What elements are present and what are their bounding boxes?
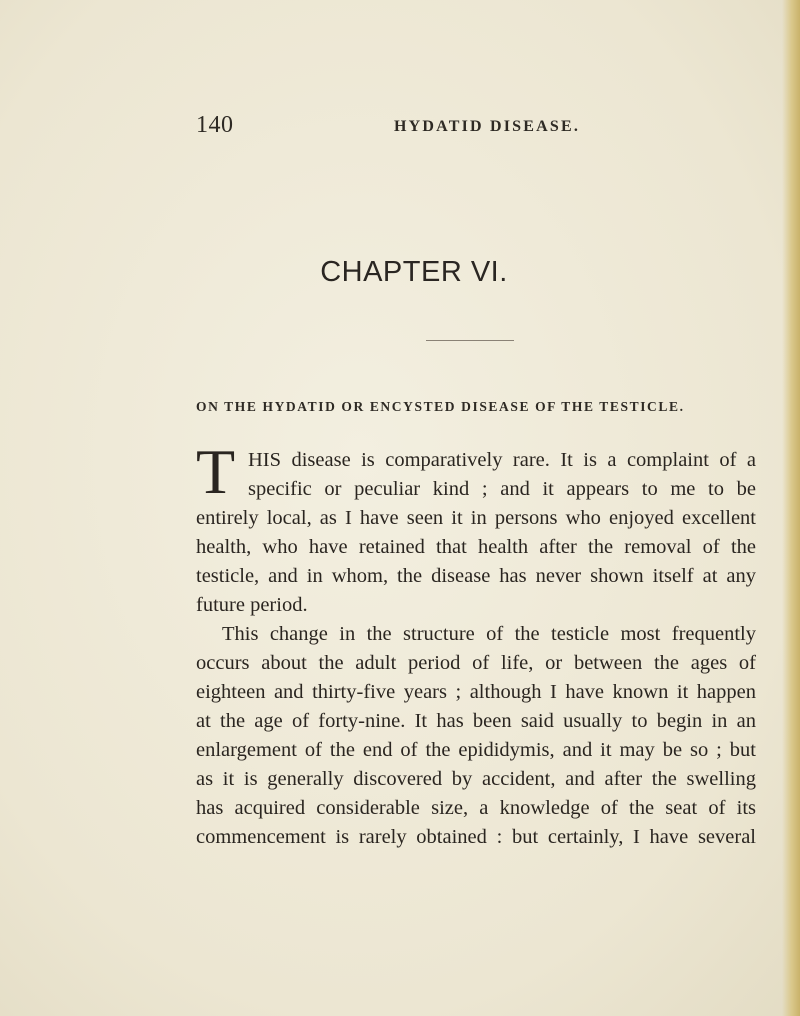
text-line: testicle, and in whom, the disease has never shown itself at any	[196, 565, 756, 587]
text-line: entirely local, as I have seen it in persons who enjoyed excellent	[196, 507, 756, 529]
text-line: health, who have retained that health after the removal of the	[196, 536, 756, 558]
text-line: eighteen and thirty-five years ; although I have known it happen	[196, 681, 756, 703]
drop-cap: T	[196, 436, 236, 507]
page-edge-shadow	[782, 0, 800, 1016]
text-line: HIS disease is comparatively rare. It is a complaint of a	[248, 449, 756, 471]
chapter-title: CHAPTER VI.	[320, 256, 508, 288]
text-line: commencement is rarely obtained : but certainly, I have several	[196, 826, 756, 848]
text-line: occurs about the adult period of life, or between the ages of	[196, 652, 756, 674]
text-line: at the age of forty-nine. It has been said usually to begin in an	[196, 710, 756, 732]
running-head	[196, 112, 756, 142]
text-line: enlargement of the end of the epididymis, and it may be so ; but	[196, 739, 756, 761]
text-line: as it is generally discovered by accident, and after the swelling	[196, 768, 756, 790]
section-heading: ON THE HYDATID OR ENCYSTED DISEASE OF THE TESTICLE.	[196, 399, 685, 414]
text-line: specific or peculiar kind ; and it appears to me to be	[248, 478, 756, 500]
text-line: future period.	[196, 594, 308, 616]
body-text	[196, 436, 756, 852]
page-number: 140	[196, 112, 234, 138]
running-head-title: HYDATID DISEASE.	[394, 118, 581, 135]
chapter-divider-rule	[426, 340, 514, 341]
text-line: has acquired considerable size, a knowledge of the seat of its	[196, 797, 756, 819]
text-line: This change in the structure of the testicle most frequently	[222, 623, 756, 645]
